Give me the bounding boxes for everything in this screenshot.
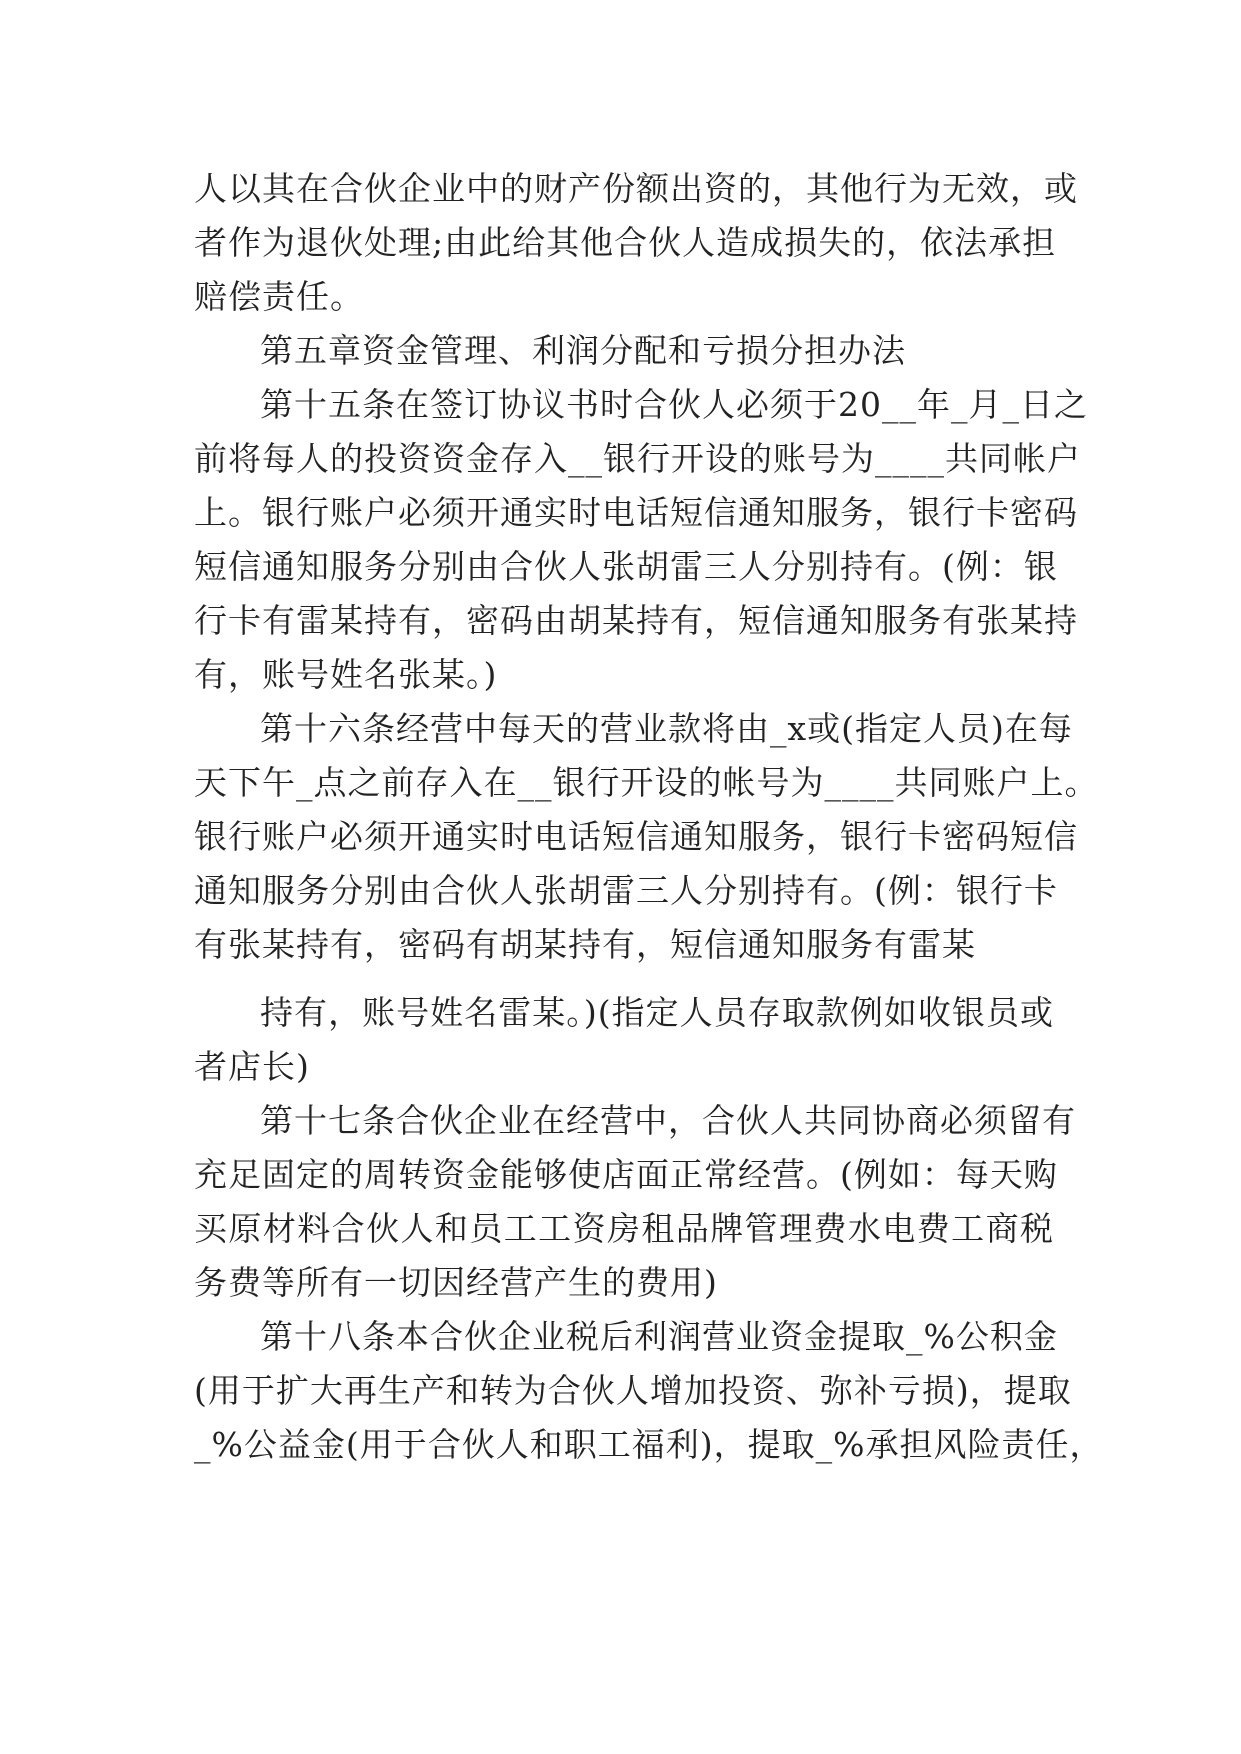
- text-line: 人以其在合伙企业中的财产份额出资的，其他行为无效，或: [194, 169, 1078, 208]
- text-line: 赔偿责任。: [194, 277, 364, 316]
- text-line: 短信通知服务分别由合伙人张胡雷三人分别持有。(例：银: [194, 547, 1058, 586]
- text-line: 行卡有雷某持有，密码由胡某持有，短信通知服务有张某持: [194, 601, 1078, 640]
- chapter-heading: 第五章资金管理、利润分配和亏损分担办法: [260, 331, 906, 370]
- text-line: 有张某持有，密码有胡某持有，短信通知服务有雷某: [194, 925, 976, 964]
- text-line: 务费等所有一切因经营产生的费用): [194, 1263, 718, 1302]
- text-line: 者店长): [194, 1047, 310, 1086]
- text-line: 买原材料合伙人和员工工资房租品牌管理费水电费工商税: [194, 1209, 1054, 1248]
- article-16-line: 第十六条经营中每天的营业款将由_x或(指定人员)在每: [260, 709, 1073, 748]
- article-18-line: 第十八条本合伙企业税后利润营业资金提取_%公积金: [260, 1317, 1058, 1356]
- text-line: 银行账户必须开通实时电话短信通知服务，银行卡密码短信: [194, 817, 1078, 856]
- article-17-line: 第十七条合伙企业在经营中，合伙人共同协商必须留有: [260, 1101, 1076, 1140]
- article-15-line: 第十五条在签订协议书时合伙人必须于20__年_月_日之: [260, 385, 1088, 424]
- text-line: 者作为退伙处理;由此给其他合伙人造成损失的，依法承担: [194, 223, 1057, 262]
- text-line: (用于扩大再生产和转为合伙人增加投资、弥补亏损)，提取: [194, 1371, 1072, 1410]
- text-line: 通知服务分别由合伙人张胡雷三人分别持有。(例：银行卡: [194, 871, 1058, 910]
- text-line: 前将每人的投资资金存入__银行开设的账号为____共同帐户: [194, 439, 1081, 478]
- text-line: 持有，账号姓名雷某。)(指定人员存取款例如收银员或: [260, 993, 1054, 1032]
- text-line: 有，账号姓名张某。): [194, 655, 498, 694]
- text-line: 上。银行账户必须开通实时电话短信通知服务，银行卡密码: [194, 493, 1078, 532]
- text-line: _%公益金(用于合伙人和职工福利)，提取_%承担风险责任，: [194, 1425, 1104, 1464]
- document-body: [194, 162, 1104, 1472]
- text-line: 充足固定的周转资金能够使店面正常经营。(例如：每天购: [194, 1155, 1058, 1194]
- text-line: 天下午_点之前存入在__银行开设的帐号为____共同账户上。: [194, 763, 1099, 802]
